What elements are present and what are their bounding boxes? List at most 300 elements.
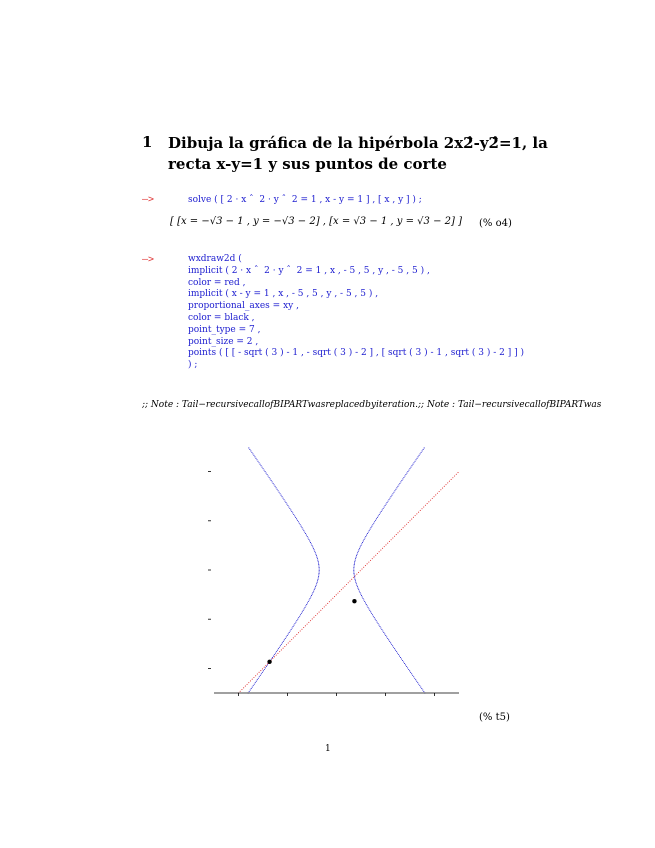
hyperbola-dot <box>274 484 275 485</box>
line-dot <box>277 653 278 654</box>
hyperbola-dot <box>301 613 302 614</box>
hyperbola-dot <box>374 617 375 618</box>
hyperbola-dot <box>304 607 305 608</box>
line-dot <box>276 655 277 656</box>
line-dot <box>295 636 296 637</box>
hyperbola-dot <box>364 601 365 602</box>
hyperbola-dot <box>412 675 413 676</box>
hyperbola-dot <box>416 458 417 459</box>
line-dot <box>329 601 330 602</box>
hyperbola-dot <box>292 512 293 513</box>
hyperbola-dot <box>302 529 303 530</box>
output-label: (% o4) <box>479 218 512 229</box>
line-dot <box>396 534 397 535</box>
hyperbola-dot <box>298 617 299 618</box>
hyperbola-dot <box>387 501 388 502</box>
hyperbola-dot <box>282 642 283 643</box>
hyperbola-dot <box>312 592 313 593</box>
hyperbola-dot <box>358 589 359 590</box>
hyperbola-dot <box>259 464 260 465</box>
plot-label: (% t5) <box>479 712 510 723</box>
line-dot <box>421 508 422 509</box>
code-line: color = black , <box>188 312 255 323</box>
hyperbola-dot <box>313 548 314 549</box>
hyperbola-dot <box>304 608 305 609</box>
hyperbola-dot <box>370 529 371 530</box>
hyperbola-dot <box>414 678 415 679</box>
hyperbola-dot <box>273 656 274 657</box>
hyperbola-dot <box>365 602 366 603</box>
line-dot <box>403 527 404 528</box>
hyperbola-dot <box>418 456 419 457</box>
line-dot <box>245 686 246 687</box>
line-dot <box>360 570 361 571</box>
hyperbola-dot <box>368 608 369 609</box>
line-dot <box>308 622 309 623</box>
line-dot <box>355 575 356 576</box>
hyperbola-dot <box>416 681 417 682</box>
hyperbola-dot <box>318 561 319 562</box>
hyperbola-dot <box>378 625 379 626</box>
hyperbola-dot <box>355 580 356 581</box>
line-dot <box>334 596 335 597</box>
hyperbola-dot <box>377 517 378 518</box>
hyperbola-dot <box>258 462 259 463</box>
line-dot <box>315 615 316 616</box>
hyperbola-dot <box>306 535 307 536</box>
hyperbola-dot <box>371 613 372 614</box>
hyperbola-dot <box>375 520 376 521</box>
hyperbola-dot <box>390 642 391 643</box>
hyperbola-dot <box>285 638 286 639</box>
line-dot <box>389 541 390 542</box>
hyperbola-dot <box>257 679 258 680</box>
line-dot <box>440 489 441 490</box>
hyperbola-dot <box>296 620 297 621</box>
hyperbola-dot <box>315 554 316 555</box>
hyperbola-dot <box>353 573 354 574</box>
line-dot <box>358 572 359 573</box>
hyperbola-dot <box>354 561 355 562</box>
line-dot <box>380 550 381 551</box>
hyperbola-dot <box>314 588 315 589</box>
hyperbola-dot <box>420 453 421 454</box>
line-dot <box>457 472 458 473</box>
hyperbola-dot <box>358 549 359 550</box>
line-dot <box>356 574 357 575</box>
line-dot <box>425 505 426 506</box>
line-dot <box>406 524 407 525</box>
hyperbola-dot <box>319 570 320 571</box>
line-dot <box>377 553 378 554</box>
hyperbola-dot <box>372 524 373 525</box>
hyperbola-dot <box>289 632 290 633</box>
hyperbola-dot <box>358 588 359 589</box>
hyperbola-dot <box>355 560 356 561</box>
hyperbola-dot <box>385 635 386 636</box>
hyperbola-dot <box>388 639 389 640</box>
page-number: 1 <box>325 744 331 754</box>
line-dot <box>420 510 421 511</box>
line-dot <box>348 582 349 583</box>
hyperbola-dot <box>359 548 360 549</box>
line-dot <box>361 568 362 569</box>
hyperbola-dot <box>317 579 318 580</box>
hyperbola-dot <box>406 473 407 474</box>
hyperbola-dot <box>406 666 407 667</box>
hyperbola-dot <box>363 540 364 541</box>
hyperbola-dot <box>394 490 395 491</box>
hyperbola-dot <box>397 486 398 487</box>
hyperbola-dot <box>415 459 416 460</box>
hyperbola-dot <box>356 555 357 556</box>
code-line: implicit ( x - y = 1 , x , - 5 , 5 , y , - 5 , 5 ) , <box>188 289 379 300</box>
hyperbola-dot <box>360 545 361 546</box>
line-dot <box>373 556 374 557</box>
line-dot <box>437 493 438 494</box>
line-dot <box>310 620 311 621</box>
hyperbola-dot <box>359 592 360 593</box>
hyperbola-dot <box>316 555 317 556</box>
note-text: ;; Note : Tail−recursivecallofBIPARTwasreplacedbyiteration.;; Note : Tail−recursivecallofBIPARTwas <box>142 400 602 410</box>
hyperbola-dot <box>417 682 418 683</box>
hyperbola-dot <box>258 678 259 679</box>
line-dot <box>248 682 249 683</box>
hyperbola-dot <box>387 638 388 639</box>
hyperbola-dot <box>267 474 268 475</box>
line-dot <box>300 630 301 631</box>
line-dot <box>365 565 366 566</box>
hyperbola-dot <box>421 688 422 689</box>
hyperbola-dot <box>285 502 286 503</box>
hyperbola-dot <box>392 645 393 646</box>
hyperbola-dot <box>370 527 371 528</box>
line-dot <box>284 646 285 647</box>
hyperbola-dot <box>249 449 250 450</box>
hyperbola-dot <box>397 653 398 654</box>
line-dot <box>243 687 244 688</box>
line-dot <box>430 500 431 501</box>
hyperbola-dot <box>314 551 315 552</box>
line-dot <box>281 649 282 650</box>
line-dot <box>372 558 373 559</box>
wxdraw2d-input[interactable] <box>188 254 524 372</box>
hyperbola-dot <box>318 573 319 574</box>
hyperbola-dot <box>254 456 255 457</box>
hyperbola-dot <box>305 605 306 606</box>
hyperbola-dot <box>316 585 317 586</box>
intersection-point <box>352 599 356 603</box>
line-dot <box>272 658 273 659</box>
hyperbola-dot <box>289 508 290 509</box>
line-dot <box>257 674 258 675</box>
hyperbola-dot <box>380 628 381 629</box>
line-dot <box>392 537 393 538</box>
hyperbola-dot <box>396 487 397 488</box>
hyperbola-dot <box>424 447 425 448</box>
hyperbola-dot <box>278 648 279 649</box>
hyperbola-dot <box>415 679 416 680</box>
hyperbola-dot <box>301 527 302 528</box>
line-dot <box>324 606 325 607</box>
hyperbola-dot <box>316 557 317 558</box>
hyperbola-dot <box>411 465 412 466</box>
line-dot <box>454 475 455 476</box>
hyperbola-dot <box>319 567 320 568</box>
hyperbola-dot <box>282 498 283 499</box>
hyperbola-dot <box>371 526 372 527</box>
input-prompt[interactable]: –> <box>142 254 155 265</box>
solve-input[interactable]: solve ( [ 2 · x ˆ 2 · y ˆ 2 = 1 , x - y = 1 ] , [ x , y ] ) ; <box>188 195 422 205</box>
hyperbola-dot <box>315 552 316 553</box>
hyperbola-dot <box>311 595 312 596</box>
line-dot <box>288 643 289 644</box>
hyperbola-dot <box>276 487 277 488</box>
hyperbola-dot <box>260 675 261 676</box>
line-dot <box>404 525 405 526</box>
line-dot <box>418 512 419 513</box>
hyperbola-dot <box>390 496 391 497</box>
hyperbola-dot <box>353 570 354 571</box>
hyperbola-dot <box>252 453 253 454</box>
hyperbola-dot <box>401 480 402 481</box>
hyperbola-dot <box>297 520 298 521</box>
line-dot <box>387 543 388 544</box>
line-dot <box>442 488 443 489</box>
hyperbola-dot <box>273 483 274 484</box>
line-dot <box>391 539 392 540</box>
line-dot <box>247 684 248 685</box>
hyperbola-dot <box>414 461 415 462</box>
hyperbola-dot <box>308 537 309 538</box>
line-dot <box>445 484 446 485</box>
hyperbola-dot <box>286 504 287 505</box>
hyperbola-dot <box>386 636 387 637</box>
hyperbola-dot <box>394 648 395 649</box>
hyperbola-dot <box>291 629 292 630</box>
line-dot <box>343 587 344 588</box>
line-dot <box>353 577 354 578</box>
hyperbola-dot <box>264 470 265 471</box>
hyperbola-dot <box>299 616 300 617</box>
hyperbola-dot <box>259 676 260 677</box>
code-line: point_size = 2 , <box>188 336 259 347</box>
hyperbola-dot <box>384 633 385 634</box>
line-dot <box>413 517 414 518</box>
line-dot <box>241 689 242 690</box>
hyperbola-dot <box>375 619 376 620</box>
hyperbola-dot <box>364 539 365 540</box>
hyperbola-dot <box>395 650 396 651</box>
hyperbola-dot <box>355 582 356 583</box>
line-dot <box>409 520 410 521</box>
hyperbola-dot <box>283 499 284 500</box>
hyperbola-dot <box>305 533 306 534</box>
hyperbola-dot <box>418 684 419 685</box>
line-dot <box>456 474 457 475</box>
hyperbola-dot <box>388 499 389 500</box>
hyperbola-dot <box>401 659 402 660</box>
hyperbola-dot <box>400 481 401 482</box>
line-dot <box>349 581 350 582</box>
y-axis-ticks <box>208 472 211 669</box>
line-dot <box>320 610 321 611</box>
hyperbola-dot <box>373 616 374 617</box>
line-dot <box>303 627 304 628</box>
hyperbola-dot <box>367 533 368 534</box>
hyperbola-dot <box>280 645 281 646</box>
hyperbola-dot <box>382 509 383 510</box>
hyperbola-dot <box>410 672 411 673</box>
input-prompt[interactable]: –> <box>142 194 155 205</box>
hyperbola-dot <box>354 564 355 565</box>
hyperbola-dot <box>286 636 287 637</box>
hyperbola-dot <box>307 536 308 537</box>
hyperbola-dot <box>372 614 373 615</box>
hyperbola-dot <box>257 461 258 462</box>
hyperbola-dot <box>284 501 285 502</box>
hyperbola-dot <box>403 477 404 478</box>
hyperbola-dot <box>262 672 263 673</box>
hyperbola-dot <box>419 685 420 686</box>
line-dot <box>384 546 385 547</box>
hyperbola-dot <box>319 568 320 569</box>
hyperbola-dot <box>316 583 317 584</box>
hyperbola-dot <box>283 641 284 642</box>
hyperbola-dot <box>276 651 277 652</box>
line-dot <box>286 644 287 645</box>
line-dot <box>363 567 364 568</box>
line-dot <box>435 494 436 495</box>
x-axis-ticks <box>239 693 435 696</box>
code-line: points ( [ [ - sqrt ( 3 ) - 1 , - sqrt ( 3 ) - 2 ] , [ sqrt ( 3 ) - 1 , sqrt ( 3 ) - 2 ] ] ) <box>188 348 524 359</box>
hyperbola-dot <box>368 532 369 533</box>
hyperbola-dot <box>365 536 366 537</box>
intersection-point <box>267 660 271 664</box>
hyperbola-dot <box>369 530 370 531</box>
hyperbola-dot <box>266 473 267 474</box>
hyperbola-dot <box>369 610 370 611</box>
hyperbola-dot <box>373 523 374 524</box>
hyperbola-dot <box>299 523 300 524</box>
hyperbola-dot <box>361 543 362 544</box>
hyperbola-dot <box>314 549 315 550</box>
line-dot <box>255 675 256 676</box>
hyperbola-dot <box>308 539 309 540</box>
hyperbola-dot <box>391 495 392 496</box>
line-dot <box>307 624 308 625</box>
line-dot <box>444 486 445 487</box>
hyperbola-dot <box>396 651 397 652</box>
hyperbola-dot <box>353 567 354 568</box>
hyperbola-dot <box>278 490 279 491</box>
hyperbola-dot <box>355 558 356 559</box>
hyperbola-dot <box>362 597 363 598</box>
hyperbola-dot <box>398 484 399 485</box>
hyperbola-dot <box>377 622 378 623</box>
hyperbola-dot <box>271 659 272 660</box>
hyperbola-dot <box>252 687 253 688</box>
line-dot <box>301 629 302 630</box>
line-dot <box>451 479 452 480</box>
hyperbola-dot <box>360 546 361 547</box>
line-dot <box>401 529 402 530</box>
hyperbola-dot <box>287 505 288 506</box>
hyperbola-dot <box>251 452 252 453</box>
line-dot <box>339 591 340 592</box>
line-dot <box>432 498 433 499</box>
hyperbola-dot <box>309 598 310 599</box>
hyperbola-dot <box>297 619 298 620</box>
hyperbola-dot <box>265 471 266 472</box>
hyperbola-dot <box>402 478 403 479</box>
hyperbola-dot <box>376 620 377 621</box>
hyperbola-dot <box>277 650 278 651</box>
solve-output: [ [x = −√3 − 1 , y = −√3 − 2] , [x = √3 − 1 , y = √3 − 2] ] <box>170 216 462 227</box>
hyperbola-dot <box>378 623 379 624</box>
hyperbola-dot <box>409 468 410 469</box>
hyperbola-dot <box>402 660 403 661</box>
hyperbola-dot <box>265 667 266 668</box>
hyperbola-dot <box>318 574 319 575</box>
hyperbola-dot <box>310 542 311 543</box>
hyperbola-dot <box>294 515 295 516</box>
hyperbola-dot <box>357 552 358 553</box>
hyperbola-dot <box>366 535 367 536</box>
hyperbola-dot <box>268 475 269 476</box>
hyperbola-dot <box>408 470 409 471</box>
hyperbola-dot <box>354 563 355 564</box>
hyperbola-dot <box>358 551 359 552</box>
hyperbola-dot <box>267 664 268 665</box>
hyperbola-dot <box>250 450 251 451</box>
hyperbola-dot <box>353 568 354 569</box>
hyperbola-dot <box>263 670 264 671</box>
line-dot <box>399 531 400 532</box>
line-dot <box>370 560 371 561</box>
hyperbola-dot <box>407 471 408 472</box>
hyperbola-dot <box>317 558 318 559</box>
hyperbola-dot <box>251 688 252 689</box>
line-dot <box>252 679 253 680</box>
hyperbola-dot <box>404 475 405 476</box>
note-line <box>142 392 655 411</box>
hyperbola-dot <box>319 571 320 572</box>
hyperbola-dot <box>354 577 355 578</box>
hyperbola-dot <box>281 496 282 497</box>
hyperbola-dot <box>423 691 424 692</box>
line-dot <box>351 579 352 580</box>
hyperbola-dot <box>300 524 301 525</box>
hyperbola-dot <box>384 506 385 507</box>
line-dot <box>344 586 345 587</box>
hyperbola-dot <box>293 514 294 515</box>
hyperbola-dot <box>279 492 280 493</box>
hyperbola-dot <box>400 657 401 658</box>
hyperbola-dot <box>410 467 411 468</box>
hyperbola-dot <box>353 571 354 572</box>
line-dot <box>274 656 275 657</box>
hyperbola-dot <box>421 452 422 453</box>
line-dot <box>368 562 369 563</box>
hyperbola-dot <box>386 504 387 505</box>
hyperbola-dot <box>317 560 318 561</box>
hyperbola-dot <box>301 526 302 527</box>
hyperbola-dot <box>272 657 273 658</box>
line-dot <box>452 477 453 478</box>
hyperbola-dot <box>317 580 318 581</box>
hyperbola-dot <box>264 669 265 670</box>
